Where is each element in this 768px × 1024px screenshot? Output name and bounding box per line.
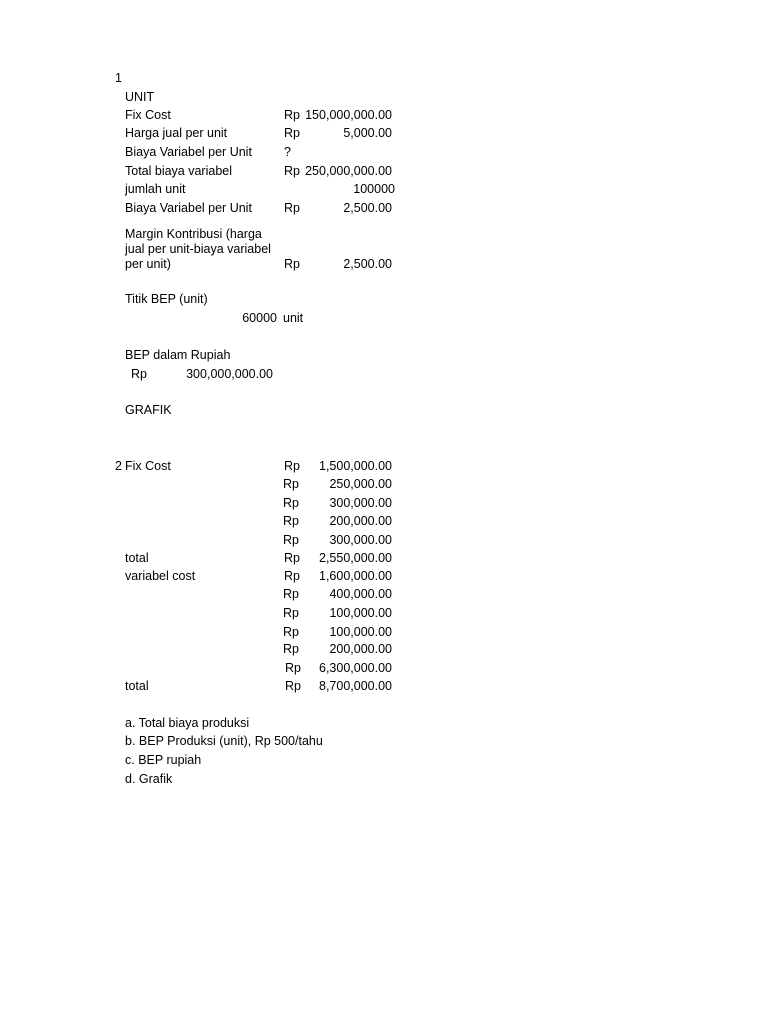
fix-cost-label: Fix Cost (125, 459, 171, 473)
question-item: b. BEP Produksi (unit), Rp 500/tahu (125, 734, 323, 748)
row-label: jumlah unit (125, 182, 186, 196)
grand-total-currency: Rp (285, 679, 301, 693)
variable-cost-currency: Rp (283, 642, 299, 656)
row-label: Fix Cost (125, 108, 171, 122)
section-number: 2 (115, 459, 122, 473)
row-value: 150,000,000.00 (305, 108, 392, 122)
row-value: 100000 (353, 182, 395, 196)
fix-cost-value: 200,000.00 (329, 514, 392, 528)
fix-cost-currency: Rp (283, 477, 299, 491)
bep-unit-value: 60000 (242, 311, 277, 325)
fix-cost-currency: Rp (283, 496, 299, 510)
row-label: Harga jual per unit (125, 126, 228, 140)
grafik-label: GRAFIK (125, 403, 172, 417)
row-currency: Rp (284, 126, 300, 140)
variable-cost-value: 100,000.00 (329, 625, 392, 639)
question-item: d. Grafik (125, 772, 173, 786)
fix-cost-currency: Rp (283, 514, 299, 528)
fix-cost-value: 1,500,000.00 (319, 459, 392, 473)
bep-rupiah-currency: Rp (131, 367, 147, 381)
grand-total-value: 8,700,000.00 (319, 679, 392, 693)
variable-cost-value: 100,000.00 (329, 606, 392, 620)
row-currency: Rp (284, 164, 300, 178)
fix-total-value: 2,550,000.00 (319, 551, 392, 565)
fix-cost-value: 300,000.00 (329, 496, 392, 510)
variable-cost-currency: Rp (283, 587, 299, 601)
variable-cost-currency: Rp (283, 606, 299, 620)
row-value: 2,500.00 (343, 201, 392, 215)
section-heading: UNIT (125, 90, 155, 104)
fix-total-currency: Rp (284, 551, 300, 565)
fix-total-label: total (125, 551, 149, 565)
fix-cost-currency: Rp (283, 533, 299, 547)
question-item: c. BEP rupiah (125, 753, 202, 767)
row-currency: Rp (284, 108, 300, 122)
variable-cost-currency: Rp (285, 661, 301, 675)
variable-cost-currency: Rp (283, 625, 299, 639)
row-value: 250,000,000.00 (305, 164, 392, 178)
row-label: Biaya Variabel per Unit (125, 145, 252, 159)
section-number: 1 (115, 71, 122, 85)
fix-cost-value: 250,000.00 (329, 477, 392, 491)
margin-currency: Rp (284, 257, 300, 271)
row-label: Biaya Variabel per Unit (125, 201, 252, 215)
margin-label-line2: jual per unit-biaya variabel (125, 242, 271, 256)
grand-total-label: total (125, 679, 149, 693)
variable-cost-value: 200,000.00 (329, 642, 392, 656)
margin-label-line3: per unit) (125, 257, 171, 271)
row-currency: ? (284, 145, 291, 159)
variable-cost-value: 6,300,000.00 (319, 661, 392, 675)
bep-unit-unit: unit (283, 311, 304, 325)
margin-label-line1: Margin Kontribusi (harga (125, 227, 262, 241)
bep-rupiah-label: BEP dalam Rupiah (125, 348, 231, 362)
fix-cost-value: 300,000.00 (329, 533, 392, 547)
margin-value: 2,500.00 (343, 257, 392, 271)
bep-unit-label: Titik BEP (unit) (125, 292, 208, 306)
bep-rupiah-value: 300,000,000.00 (186, 367, 273, 381)
variable-cost-value: 1,600,000.00 (319, 569, 392, 583)
row-currency: Rp (284, 201, 300, 215)
row-label: Total biaya variabel (125, 164, 233, 178)
row-value: 5,000.00 (343, 126, 392, 140)
variable-cost-label: variabel cost (125, 569, 196, 583)
variable-cost-value: 400,000.00 (329, 587, 392, 601)
fix-cost-currency: Rp (284, 459, 300, 473)
question-item: a. Total biaya produksi (125, 716, 250, 730)
variable-cost-currency: Rp (284, 569, 300, 583)
